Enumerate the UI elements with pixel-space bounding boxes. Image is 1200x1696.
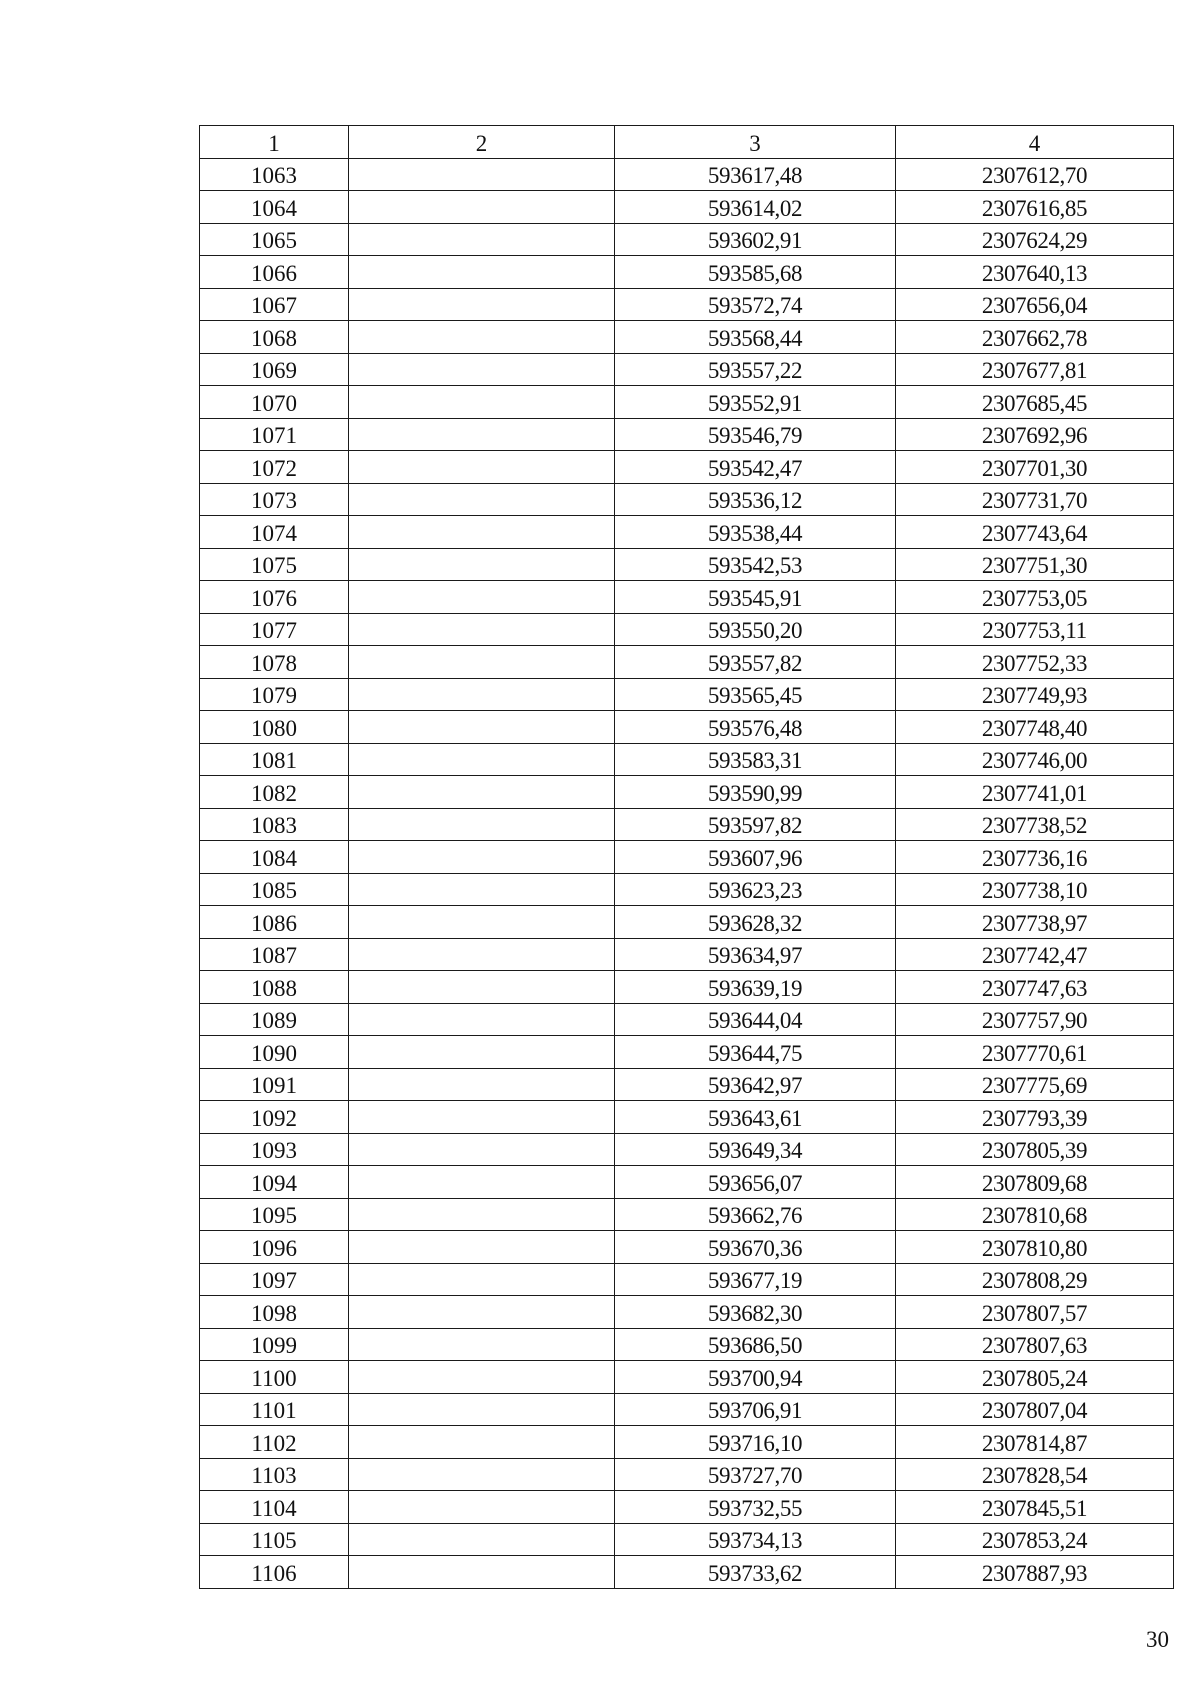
table-row (200, 1296, 1174, 1329)
point-number-cell: 1099 (200, 1328, 349, 1361)
description-cell (349, 1296, 615, 1329)
point-number-cell: 1105 (200, 1523, 349, 1556)
x-coordinate-cell: 593557,22 (615, 353, 896, 386)
x-coordinate-cell: 593572,74 (615, 288, 896, 321)
table-row (200, 256, 1174, 289)
point-number-cell: 1080 (200, 711, 349, 744)
x-coordinate-cell: 593644,75 (615, 1036, 896, 1069)
table-row (200, 1166, 1174, 1199)
x-coordinate-cell: 593706,91 (615, 1393, 896, 1426)
point-number-cell: 1086 (200, 906, 349, 939)
point-number-cell: 1101 (200, 1393, 349, 1426)
description-cell (349, 613, 615, 646)
page-number: 30 (1146, 1627, 1169, 1652)
point-number-cell: 1064 (200, 191, 349, 224)
description-cell (349, 743, 615, 776)
point-number-cell: 1070 (200, 386, 349, 419)
table-row (200, 1491, 1174, 1524)
point-number-cell: 1092 (200, 1101, 349, 1134)
description-cell (349, 516, 615, 549)
x-coordinate-cell: 593732,55 (615, 1491, 896, 1524)
x-coordinate-cell: 593682,30 (615, 1296, 896, 1329)
y-coordinate-cell: 2307810,80 (896, 1231, 1174, 1264)
x-coordinate-cell: 593565,45 (615, 678, 896, 711)
description-cell (349, 938, 615, 971)
x-coordinate-cell: 593597,82 (615, 808, 896, 841)
x-coordinate-cell: 593538,44 (615, 516, 896, 549)
point-number-cell: 1095 (200, 1198, 349, 1231)
description-cell (349, 1036, 615, 1069)
y-coordinate-cell: 2307807,63 (896, 1328, 1174, 1361)
description-cell (349, 841, 615, 874)
description-cell (349, 1361, 615, 1394)
description-cell (349, 386, 615, 419)
description-cell (349, 873, 615, 906)
point-number-cell: 1067 (200, 288, 349, 321)
table-row (200, 711, 1174, 744)
y-coordinate-cell: 2307747,63 (896, 971, 1174, 1004)
description-cell (349, 1003, 615, 1036)
column-header-2: 2 (349, 126, 615, 159)
point-number-cell: 1094 (200, 1166, 349, 1199)
x-coordinate-cell: 593686,50 (615, 1328, 896, 1361)
table-row (200, 808, 1174, 841)
y-coordinate-cell: 2307743,64 (896, 516, 1174, 549)
y-coordinate-cell: 2307656,04 (896, 288, 1174, 321)
description-cell (349, 646, 615, 679)
point-number-cell: 1075 (200, 548, 349, 581)
table-body (200, 158, 1174, 1588)
point-number-cell: 1100 (200, 1361, 349, 1394)
description-cell (349, 1198, 615, 1231)
x-coordinate-cell: 593583,31 (615, 743, 896, 776)
y-coordinate-cell: 2307749,93 (896, 678, 1174, 711)
description-cell (349, 288, 615, 321)
table-row (200, 1133, 1174, 1166)
point-number-cell: 1074 (200, 516, 349, 549)
x-coordinate-cell: 593602,91 (615, 223, 896, 256)
description-cell (349, 1556, 615, 1589)
description-cell (349, 548, 615, 581)
x-coordinate-cell: 593639,19 (615, 971, 896, 1004)
point-number-cell: 1073 (200, 483, 349, 516)
x-coordinate-cell: 593585,68 (615, 256, 896, 289)
y-coordinate-cell: 2307738,10 (896, 873, 1174, 906)
table-row (200, 483, 1174, 516)
x-coordinate-cell: 593670,36 (615, 1231, 896, 1264)
point-number-cell: 1071 (200, 418, 349, 451)
point-number-cell: 1091 (200, 1068, 349, 1101)
x-coordinate-cell: 593623,23 (615, 873, 896, 906)
y-coordinate-cell: 2307738,97 (896, 906, 1174, 939)
x-coordinate-cell: 593545,91 (615, 581, 896, 614)
y-coordinate-cell: 2307775,69 (896, 1068, 1174, 1101)
table-row (200, 418, 1174, 451)
description-cell (349, 1263, 615, 1296)
y-coordinate-cell: 2307731,70 (896, 483, 1174, 516)
point-number-cell: 1066 (200, 256, 349, 289)
point-number-cell: 1089 (200, 1003, 349, 1036)
y-coordinate-cell: 2307753,11 (896, 613, 1174, 646)
description-cell (349, 321, 615, 354)
y-coordinate-cell: 2307677,81 (896, 353, 1174, 386)
table-row (200, 646, 1174, 679)
y-coordinate-cell: 2307809,68 (896, 1166, 1174, 1199)
y-coordinate-cell: 2307616,85 (896, 191, 1174, 224)
y-coordinate-cell: 2307640,13 (896, 256, 1174, 289)
y-coordinate-cell: 2307741,01 (896, 776, 1174, 809)
y-coordinate-cell: 2307738,52 (896, 808, 1174, 841)
y-coordinate-cell: 2307701,30 (896, 451, 1174, 484)
point-number-cell: 1068 (200, 321, 349, 354)
x-coordinate-cell: 593643,61 (615, 1101, 896, 1134)
y-coordinate-cell: 2307612,70 (896, 158, 1174, 191)
description-cell (349, 1458, 615, 1491)
y-coordinate-cell: 2307692,96 (896, 418, 1174, 451)
y-coordinate-cell: 2307807,04 (896, 1393, 1174, 1426)
x-coordinate-cell: 593542,53 (615, 548, 896, 581)
y-coordinate-cell: 2307748,40 (896, 711, 1174, 744)
coordinates-table (199, 125, 1174, 1589)
y-coordinate-cell: 2307770,61 (896, 1036, 1174, 1069)
table-row (200, 776, 1174, 809)
description-cell (349, 711, 615, 744)
x-coordinate-cell: 593634,97 (615, 938, 896, 971)
point-number-cell: 1087 (200, 938, 349, 971)
column-header-3: 3 (615, 126, 896, 159)
y-coordinate-cell: 2307845,51 (896, 1491, 1174, 1524)
table-row (200, 906, 1174, 939)
x-coordinate-cell: 593656,07 (615, 1166, 896, 1199)
description-cell (349, 581, 615, 614)
x-coordinate-cell: 593677,19 (615, 1263, 896, 1296)
x-coordinate-cell: 593607,96 (615, 841, 896, 874)
description-cell (349, 1101, 615, 1134)
point-number-cell: 1072 (200, 451, 349, 484)
point-number-cell: 1082 (200, 776, 349, 809)
table-row (200, 1101, 1174, 1134)
x-coordinate-cell: 593568,44 (615, 321, 896, 354)
point-number-cell: 1084 (200, 841, 349, 874)
description-cell (349, 451, 615, 484)
table-row (200, 1328, 1174, 1361)
table-row (200, 1393, 1174, 1426)
x-coordinate-cell: 593552,91 (615, 386, 896, 419)
description-cell (349, 1393, 615, 1426)
description-cell (349, 906, 615, 939)
description-cell (349, 1491, 615, 1524)
y-coordinate-cell: 2307742,47 (896, 938, 1174, 971)
table-row (200, 743, 1174, 776)
table-row (200, 1198, 1174, 1231)
y-coordinate-cell: 2307805,39 (896, 1133, 1174, 1166)
description-cell (349, 1133, 615, 1166)
description-cell (349, 353, 615, 386)
description-cell (349, 1231, 615, 1264)
table-row (200, 516, 1174, 549)
point-number-cell: 1065 (200, 223, 349, 256)
description-cell (349, 678, 615, 711)
table-row (200, 678, 1174, 711)
table-row (200, 1036, 1174, 1069)
description-cell (349, 1068, 615, 1101)
point-number-cell: 1090 (200, 1036, 349, 1069)
x-coordinate-cell: 593576,48 (615, 711, 896, 744)
table-row (200, 1263, 1174, 1296)
point-number-cell: 1063 (200, 158, 349, 191)
y-coordinate-cell: 2307757,90 (896, 1003, 1174, 1036)
description-cell (349, 1166, 615, 1199)
description-cell (349, 483, 615, 516)
x-coordinate-cell: 593727,70 (615, 1458, 896, 1491)
description-cell (349, 223, 615, 256)
y-coordinate-cell: 2307746,00 (896, 743, 1174, 776)
table-row (200, 386, 1174, 419)
x-coordinate-cell: 593536,12 (615, 483, 896, 516)
x-coordinate-cell: 593733,62 (615, 1556, 896, 1589)
y-coordinate-cell: 2307887,93 (896, 1556, 1174, 1589)
description-cell (349, 256, 615, 289)
y-coordinate-cell: 2307810,68 (896, 1198, 1174, 1231)
table-row (200, 353, 1174, 386)
y-coordinate-cell: 2307808,29 (896, 1263, 1174, 1296)
table-row (200, 1361, 1174, 1394)
table-row (200, 1231, 1174, 1264)
table-row (200, 1426, 1174, 1459)
x-coordinate-cell: 593550,20 (615, 613, 896, 646)
point-number-cell: 1098 (200, 1296, 349, 1329)
column-header-4: 4 (896, 126, 1174, 159)
x-coordinate-cell: 593628,32 (615, 906, 896, 939)
y-coordinate-cell: 2307624,29 (896, 223, 1174, 256)
x-coordinate-cell: 593734,13 (615, 1523, 896, 1556)
table-row (200, 1068, 1174, 1101)
y-coordinate-cell: 2307805,24 (896, 1361, 1174, 1394)
y-coordinate-cell: 2307793,39 (896, 1101, 1174, 1134)
description-cell (349, 418, 615, 451)
x-coordinate-cell: 593614,02 (615, 191, 896, 224)
x-coordinate-cell: 593644,04 (615, 1003, 896, 1036)
y-coordinate-cell: 2307753,05 (896, 581, 1174, 614)
x-coordinate-cell: 593700,94 (615, 1361, 896, 1394)
description-cell (349, 158, 615, 191)
table-row (200, 1523, 1174, 1556)
table-row (200, 1003, 1174, 1036)
table-row (200, 158, 1174, 191)
point-number-cell: 1096 (200, 1231, 349, 1264)
table-row (200, 873, 1174, 906)
y-coordinate-cell: 2307751,30 (896, 548, 1174, 581)
point-number-cell: 1081 (200, 743, 349, 776)
table-row (200, 223, 1174, 256)
x-coordinate-cell: 593716,10 (615, 1426, 896, 1459)
table-row (200, 971, 1174, 1004)
x-coordinate-cell: 593642,97 (615, 1068, 896, 1101)
point-number-cell: 1079 (200, 678, 349, 711)
y-coordinate-cell: 2307685,45 (896, 386, 1174, 419)
description-cell (349, 776, 615, 809)
table-row (200, 1556, 1174, 1589)
table-row (200, 841, 1174, 874)
y-coordinate-cell: 2307828,54 (896, 1458, 1174, 1491)
point-number-cell: 1104 (200, 1491, 349, 1524)
table-row (200, 938, 1174, 971)
table-row (200, 191, 1174, 224)
description-cell (349, 1523, 615, 1556)
x-coordinate-cell: 593617,48 (615, 158, 896, 191)
x-coordinate-cell: 593557,82 (615, 646, 896, 679)
y-coordinate-cell: 2307814,87 (896, 1426, 1174, 1459)
point-number-cell: 1088 (200, 971, 349, 1004)
table-row (200, 451, 1174, 484)
point-number-cell: 1093 (200, 1133, 349, 1166)
x-coordinate-cell: 593546,79 (615, 418, 896, 451)
x-coordinate-cell: 593542,47 (615, 451, 896, 484)
point-number-cell: 1085 (200, 873, 349, 906)
table-row (200, 321, 1174, 354)
table-row (200, 581, 1174, 614)
table-row (200, 288, 1174, 321)
y-coordinate-cell: 2307662,78 (896, 321, 1174, 354)
point-number-cell: 1106 (200, 1556, 349, 1589)
point-number-cell: 1097 (200, 1263, 349, 1296)
column-header-1: 1 (200, 126, 349, 159)
point-number-cell: 1077 (200, 613, 349, 646)
description-cell (349, 808, 615, 841)
y-coordinate-cell: 2307853,24 (896, 1523, 1174, 1556)
x-coordinate-cell: 593649,34 (615, 1133, 896, 1166)
table-header-row (200, 126, 1174, 159)
point-number-cell: 1102 (200, 1426, 349, 1459)
table-row (200, 1458, 1174, 1491)
x-coordinate-cell: 593590,99 (615, 776, 896, 809)
table-row (200, 548, 1174, 581)
y-coordinate-cell: 2307736,16 (896, 841, 1174, 874)
description-cell (349, 191, 615, 224)
description-cell (349, 971, 615, 1004)
point-number-cell: 1069 (200, 353, 349, 386)
point-number-cell: 1078 (200, 646, 349, 679)
description-cell (349, 1328, 615, 1361)
y-coordinate-cell: 2307807,57 (896, 1296, 1174, 1329)
point-number-cell: 1083 (200, 808, 349, 841)
y-coordinate-cell: 2307752,33 (896, 646, 1174, 679)
point-number-cell: 1076 (200, 581, 349, 614)
x-coordinate-cell: 593662,76 (615, 1198, 896, 1231)
table-row (200, 613, 1174, 646)
point-number-cell: 1103 (200, 1458, 349, 1491)
description-cell (349, 1426, 615, 1459)
